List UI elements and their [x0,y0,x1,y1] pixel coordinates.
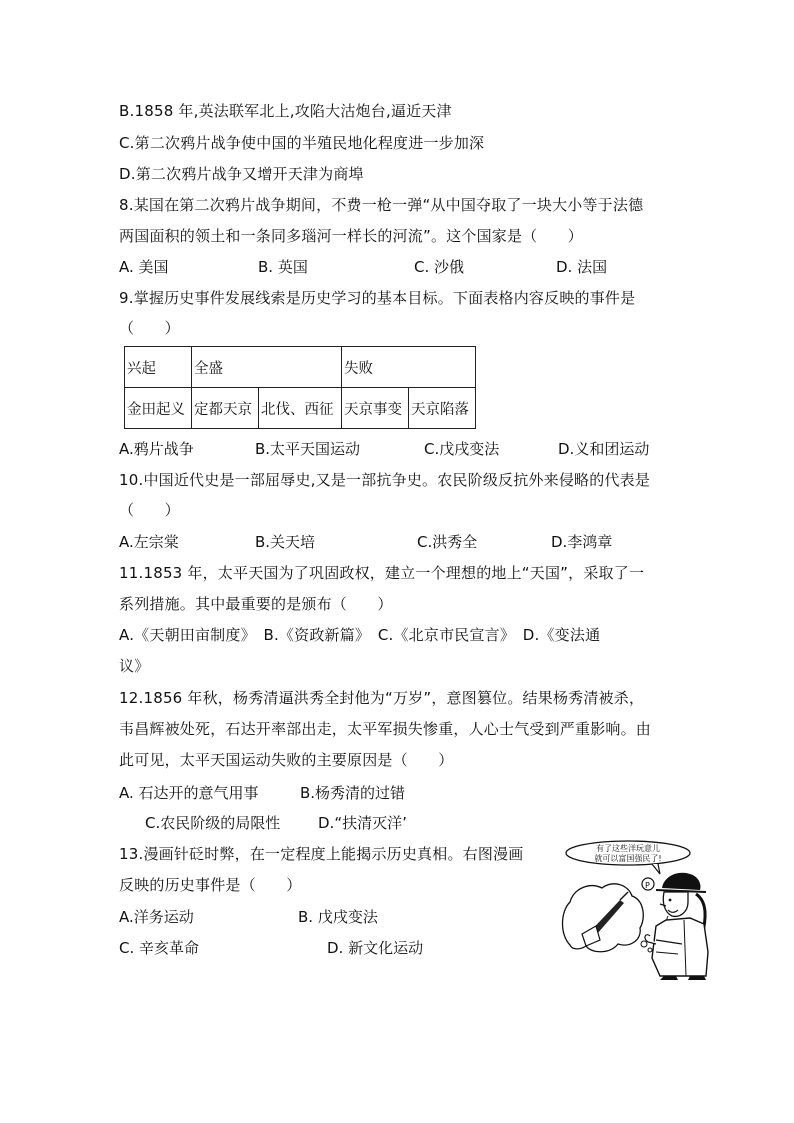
q8-option-b: B. 英国 [258,258,308,276]
table-row [125,347,476,388]
q10-option-c: C.洪秀全 [417,533,478,551]
table-cell: 北伐、西征 [259,388,342,429]
q9-timeline-table [124,346,476,429]
q10-option-b: B.关天培 [255,533,316,551]
q8-stem-line2: 两国面积的领土和一条同多瑙河一样长的河流”。这个国家是（ ） [119,227,583,245]
q13-stem-line1: 13.漫画针砭时弊，在一定程度上能揭示历史真相。右图漫画 [119,845,524,863]
q13-option-b: B. 戊戌变法 [298,908,378,926]
q12-option-c: C.农民阶级的局限性 [145,814,281,832]
q12-stem-line2: 韦昌辉被处死，石达开率部出走，太平军损失惨重，人心士气受到严重影响。由 [119,720,652,738]
table-row [125,388,476,429]
q7-option-c: C.第二次鸦片战争使中国的半殖民地化程度进一步加深 [119,134,485,152]
q13-cartoon-illustration [556,840,726,980]
q12-stem-line1: 12.1856 年秋，杨秀清逼洪秀全封他为“万岁”，意图篡位。结果杨秀清被杀， [119,689,645,707]
q9-option-b: B.太平天国运动 [255,440,361,458]
table-cell: 天京陷落 [409,388,476,429]
q11-stem-line1: 11.1853 年，太平天国为了巩固政权，建立一个理想的地上“天国”，采取了一 [119,564,645,582]
q9-option-d: D.义和团运动 [558,440,650,458]
q8-option-a: A. 美国 [119,258,169,276]
svg-text:P: P [645,881,650,890]
q9-option-c: C.戊戌变法 [424,440,500,458]
cartoon-speech-line1: 有了这些洋玩意儿 [596,844,660,853]
q9-stem-line1: 9.掌握历史事件发展线索是历史学习的基本目标。下面表格内容反映的事件是 [119,289,636,307]
cartoon-speech-line2: 就可以富国强民了! [594,854,662,863]
q8-stem-line1: 8.某国在第二次鸦片战争期间，不费一枪一弹“从中国夺取了一块大小等于法德 [119,196,644,214]
q13-stem-line2: 反映的历史事件是（ ） [119,876,302,894]
table-cell: 失败 [342,347,476,388]
q12-option-a: A. 石达开的意气用事 [119,784,259,802]
q8-option-d: D. 法国 [556,258,608,276]
q13-option-d: D. 新文化运动 [327,939,424,957]
table-cell: 定都天京 [192,388,259,429]
q11-options: A.《天朝田亩制度》 B.《资政新篇》 C.《北京市民宣言》 D.《变法通 [119,626,601,644]
table-cell: 天京事变 [342,388,409,429]
q7-option-b: B.1858 年,英法联军北上,攻陷大沽炮台,逼近天津 [119,102,452,120]
q9-option-a: A.鸦片战争 [119,440,194,458]
q13-option-a: A.洋务运动 [119,908,194,926]
q10-option-a: A.左宗棠 [119,533,179,551]
q10-stem-line1: 10.中国近代史是一部屈辱史,又是一部抗争史。农民阶级反抗外来侵略的代表是 [119,471,651,489]
q12-option-d: D.“扶清灭洋’ [318,814,407,832]
table-cell: 兴起 [125,347,192,388]
q9-stem-line2: （ ） [119,319,180,337]
q10-stem-line2: （ ） [119,501,180,519]
q13-option-c: C. 辛亥革命 [119,939,200,957]
q11-stem-line2: 系列措施。其中最重要的是颁布（ ） [119,595,393,613]
q12-option-b: B.杨秀清的过错 [300,784,406,802]
cartoon-drawing [556,840,726,980]
q12-stem-line3: 此可见，太平天国运动失败的主要原因是（ ） [119,751,454,769]
table-cell: 金田起义 [125,388,192,429]
q10-option-d: D.李鸿章 [551,533,613,551]
q11-options-cont: 议》 [119,657,150,675]
q8-option-c: C. 沙俄 [414,258,465,276]
q7-option-d: D.第二次鸦片战争又增开天津为商埠 [119,165,364,183]
table-cell: 全盛 [192,347,342,388]
